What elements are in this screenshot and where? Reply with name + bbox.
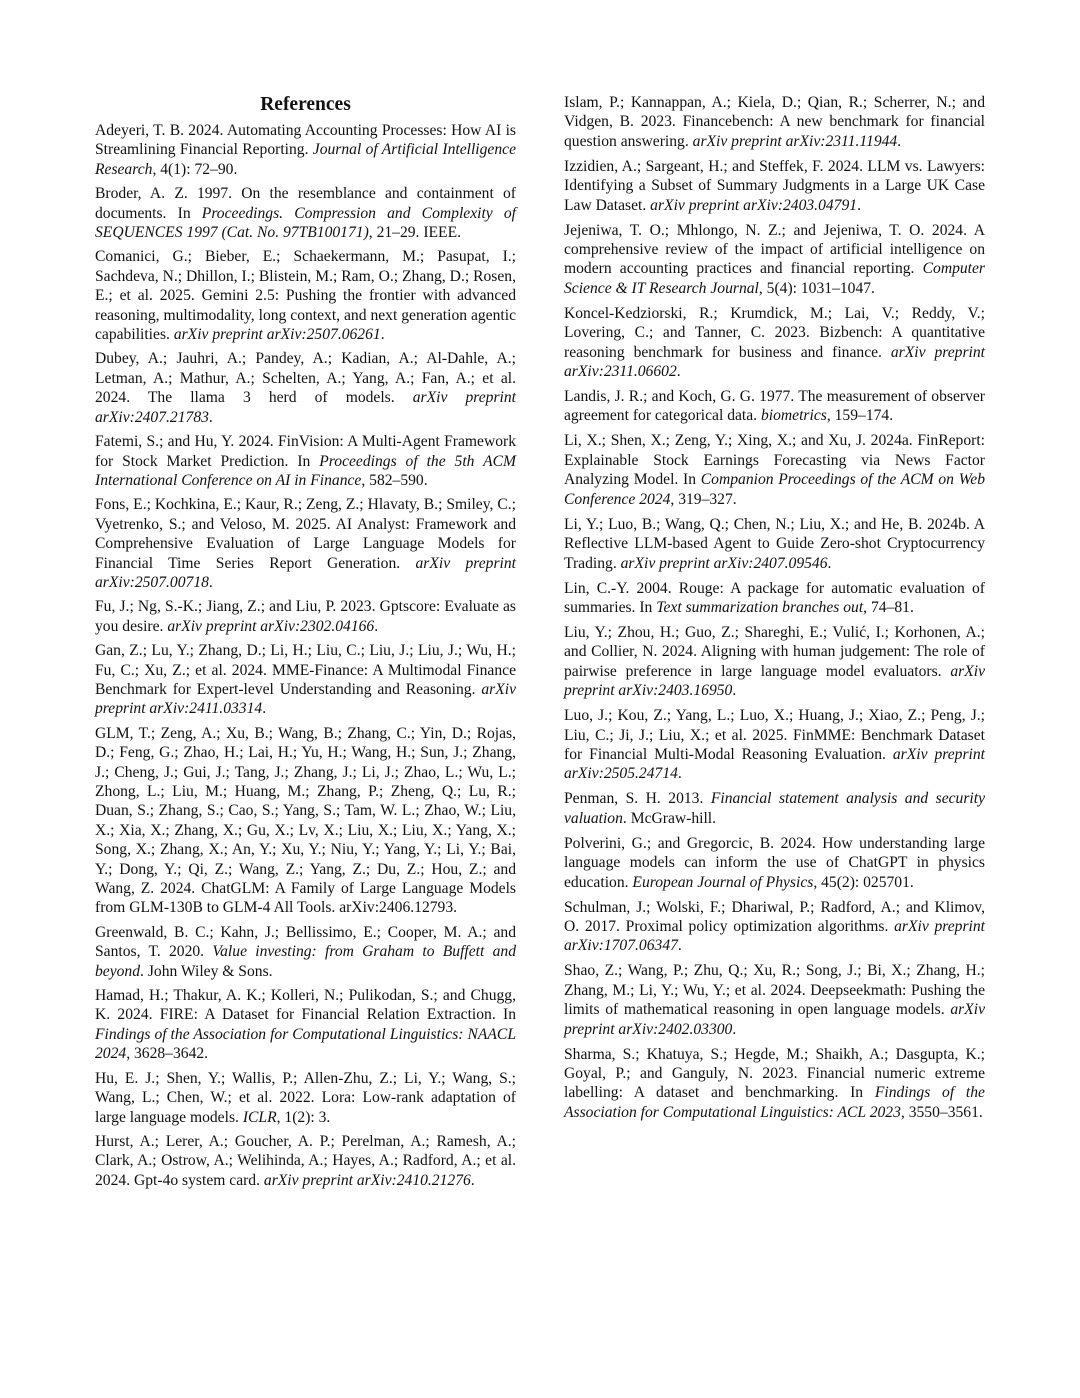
reference-details: . bbox=[470, 1171, 475, 1189]
references-left-column bbox=[95, 93, 516, 1195]
reference-venue: Proceedings of the 5th ACM International Conference on AI in Finance bbox=[95, 452, 517, 489]
reference-entry bbox=[564, 1045, 985, 1123]
reference-details: , 582–590. bbox=[361, 471, 428, 489]
reference-text: Jejeniwa, T. O.; Mhlongo, N. Z.; and Jejeniwa, T. O. 2024. A comprehensive review of the impact of artificial intelligence on modern accounting practices and financial reporting. bbox=[564, 221, 985, 278]
reference-details: . bbox=[897, 132, 902, 150]
reference-details: , 45(2): 025701. bbox=[813, 873, 914, 891]
reference-venue: arXiv preprint arXiv:2407.21783 bbox=[95, 389, 516, 426]
reference-venue: arXiv preprint arXiv:2311.06602 bbox=[564, 343, 985, 381]
reference-text: Polverini, G.; and Gregorcic, B. 2024. How understanding large language models can inform the use of ChatGPT in physics education. bbox=[564, 834, 985, 891]
reference-text: Schulman, J.; Wolski, F.; Dhariwal, P.; Radford, A.; and Klimov, O. 2017. Proximal policy optimization algorithms. bbox=[564, 898, 985, 935]
reference-venue: arXiv preprint arXiv:2507.00718 bbox=[95, 554, 516, 591]
reference-text: Sharma, S.; Khatuya, S.; Hegde, M.; Shaikh, A.; Dasgupta, K.; Goyal, P.; and Ganguly, N. 2023. Financial numeric extreme labelling: A dataset and benchmarking. In bbox=[564, 1045, 985, 1102]
reference-entry bbox=[95, 1069, 516, 1127]
reference-venue: Findings of the Association for Computational Linguistics: ACL 2023 bbox=[564, 1084, 985, 1121]
reference-text: Izzidien, A.; Sargeant, H.; and Steffek, F. 2024. LLM vs. Lawyers: Identifying a Subset of Summary Judgments in a Large UK Case Law Dataset. bbox=[564, 157, 985, 214]
reference-venue: biometrics bbox=[760, 407, 827, 425]
reference-venue: Proceedings. Compression and Complexity of SEQUENCES 1997 (Cat. No. 97TB100171) bbox=[95, 204, 516, 242]
reference-text: Hu, E. J.; Shen, Y.; Wallis, P.; Allen-Zhu, Z.; Li, Y.; Wang, S.; Wang, L.; Chen, W.; et al. 2022. Lora: Low-rank adaptation of large language models. bbox=[95, 1069, 516, 1126]
reference-venue: arXiv preprint arXiv:2302.04166 bbox=[167, 617, 375, 635]
references-heading: References bbox=[260, 94, 351, 115]
reference-details: . bbox=[827, 554, 832, 572]
reference-details: . bbox=[676, 363, 681, 381]
reference-text: Li, Y.; Luo, B.; Wang, Q.; Chen, N.; Liu, X.; and He, B. 2024b. A Reflective LLM-based Agent to Guide Zero-shot Cryptocurrency Trading. bbox=[564, 515, 985, 572]
reference-text: Greenwald, B. C.; Kahn, J.; Bellissimo, E.; Cooper, M. A.; and Santos, T. 2020. bbox=[95, 923, 516, 961]
reference-text: GLM, T.; Zeng, A.; Xu, B.; Wang, B.; Zhang, C.; Yin, D.; Rojas, D.; Feng, G.; Zhao, H.; Lai, H.; Yu, H.; Wang, H.; Sun, J.; Zhang, J.; Cheng, J.; Gui, J.; Tang, J.; Zhang, J.; Li, J.; Zhao, L.; Wu, L.; Zhong, L.; Liu, M.; Huang, M.; Zhang, P.; Zheng, Q.; Lu, R.; Duan, S.; Zhang, S.; Cao, S.; Yang, S.; Tam, W. L.; Zhao, W.; Liu, X.; Xia, X.; Zhang, X.; Gu, X.; Lv, X.; Liu, X.; Liu, X.; Yang, X.; Song, X.; Zhang, X.; An, Y.; Xu, Y.; Niu, Y.; Yang, Y.; Li, Y.; Bai, Y.; Dong, Y.; Qi, Z.; Wang, Z.; Yang, Z.; Du, Z.; Hou, Z.; and Wang, Z. 2024. ChatGLM: A Family of Large Language Models from GLM-130B to GLM-4 All Tools. arXiv:2406.12793. bbox=[95, 724, 516, 917]
reference-entry bbox=[95, 121, 516, 179]
reference-entry bbox=[95, 495, 516, 592]
reference-entry bbox=[95, 432, 516, 490]
reference-details: , 319–327. bbox=[670, 490, 737, 508]
reference-venue: arXiv preprint arXiv:2407.09546 bbox=[620, 554, 828, 572]
reference-entry bbox=[564, 431, 985, 509]
reference-entry bbox=[564, 157, 985, 215]
reference-entry bbox=[95, 247, 516, 344]
reference-entry bbox=[95, 1132, 516, 1190]
reference-entry bbox=[95, 724, 516, 918]
reference-venue: Financial statement analysis and security valuation bbox=[564, 790, 985, 827]
reference-details: . bbox=[208, 573, 213, 591]
reference-venue: Text summarization branches out bbox=[656, 598, 864, 616]
reference-entry bbox=[564, 623, 985, 701]
reference-text: Fu, J.; Ng, S.-K.; Jiang, Z.; and Liu, P. 2023. Gptscore: Evaluate as you desire. bbox=[95, 598, 516, 635]
reference-venue: arXiv preprint arXiv:2403.04791 bbox=[650, 196, 858, 214]
reference-venue: European Journal of Physics bbox=[632, 873, 814, 891]
reference-entry bbox=[564, 834, 985, 892]
reference-venue: arXiv preprint arXiv:1707.06347 bbox=[564, 917, 986, 955]
reference-details: , 4(1): 72–90. bbox=[152, 160, 238, 178]
reference-details: , 3550–3561. bbox=[900, 1103, 983, 1121]
reference-details: . bbox=[380, 326, 385, 344]
reference-entry bbox=[95, 923, 516, 981]
reference-entry bbox=[564, 898, 985, 956]
reference-details: . bbox=[677, 937, 682, 955]
reference-details: . bbox=[262, 700, 267, 718]
reference-venue: Companion Proceedings of the ACM on Web Conference 2024 bbox=[564, 471, 985, 508]
reference-text: Landis, J. R.; and Koch, G. G. 1977. The measurement of observer agreement for categorical data. bbox=[564, 388, 985, 425]
reference-list-left bbox=[95, 121, 516, 1190]
references-right-column bbox=[564, 93, 985, 1128]
reference-entry bbox=[564, 304, 985, 382]
reference-text: Fatemi, S.; and Hu, Y. 2024. FinVision: A Multi-Agent Framework for Stock Market Prediction. In bbox=[95, 433, 516, 470]
reference-entry bbox=[564, 387, 985, 426]
reference-entry bbox=[564, 579, 985, 618]
reference-text: Liu, Y.; Zhou, H.; Guo, Z.; Shareghi, E.; Vulić, I.; Korhonen, A.; and Collier, N. 2024. Aligning with human judgement: The role of pairwise preference in large language model evaluators. bbox=[564, 623, 985, 680]
reference-details: . bbox=[732, 682, 737, 700]
reference-text: Comanici, G.; Bieber, E.; Schaekermann, M.; Pasupat, I.; Sachdeva, N.; Dhillon, I.; Blistein, M.; Ram, O.; Zhang, D.; Rosen, E.; et al. 2025. Gemini 2.5: Pushing the frontier with advanced reasoning, multimodality, long context, and next generation agentic capabilities. bbox=[95, 248, 516, 344]
reference-entry bbox=[95, 641, 516, 719]
reference-text: Li, X.; Shen, X.; Zeng, Y.; Xing, X.; and Xu, J. 2024a. FinReport: Explainable Stock Earnings Forecasting via News Factor Analyzing Model. In bbox=[564, 432, 985, 489]
reference-entry bbox=[564, 93, 985, 151]
reference-details: . bbox=[732, 1020, 737, 1038]
reference-venue: arXiv preprint arXiv:2507.06261 bbox=[173, 326, 381, 344]
reference-details: , 5(4): 1031–1047. bbox=[758, 279, 875, 297]
reference-details: , 74–81. bbox=[863, 598, 914, 616]
reference-text: Fons, E.; Kochkina, E.; Kaur, R.; Zeng, Z.; Hlavaty, B.; Smiley, C.; Vyetrenko, S.; and Veloso, M. 2025. AI Analyst: Framework and Comprehensive Evaluation of Large Language Models for Financial Time Series Report Generation. bbox=[95, 496, 516, 572]
reference-text: Hamad, H.; Thakur, A. K.; Kolleri, N.; Pulikodan, S.; and Chugg, K. 2024. FIRE: A Dataset for Financial Relation Extraction. In bbox=[95, 987, 516, 1024]
reference-venue: arXiv preprint arXiv:2402.03300 bbox=[564, 1001, 985, 1038]
reference-entry bbox=[564, 789, 985, 828]
reference-entry bbox=[95, 597, 516, 636]
reference-entry bbox=[95, 349, 516, 427]
reference-details: . bbox=[677, 765, 682, 783]
reference-entry bbox=[95, 986, 516, 1064]
reference-text: Penman, S. H. 2013. bbox=[564, 790, 711, 808]
reference-text: Dubey, A.; Jauhri, A.; Pandey, A.; Kadian, A.; Al-Dahle, A.; Letman, A.; Mathur, A.; Schelten, A.; Yang, A.; Fan, A.; et al. 2024. The llama 3 herd of models. bbox=[95, 350, 516, 407]
reference-text: Broder, A. Z. 1997. On the resemblance and containment of documents. In bbox=[95, 185, 516, 222]
reference-text: Hurst, A.; Lerer, A.; Goucher, A. P.; Perelman, A.; Ramesh, A.; Clark, A.; Ostrow, A.; Welihinda, A.; Hayes, A.; Radford, A.; et al. 2024. Gpt-4o system card. bbox=[95, 1132, 516, 1189]
reference-details: . bbox=[857, 196, 861, 214]
reference-entry bbox=[95, 184, 516, 242]
reference-text: Gan, Z.; Lu, Y.; Zhang, D.; Li, H.; Liu, C.; Liu, J.; Liu, J.; Wu, H.; Fu, C.; Xu, Z.; et al. 2024. MME-Finance: A Multimodal Finance Benchmark for Expert-level Understanding and Reasoning. bbox=[95, 642, 516, 698]
reference-venue: arXiv preprint arXiv:2505.24714 bbox=[564, 745, 985, 783]
reference-details: , 159–174. bbox=[826, 407, 894, 425]
reference-entry bbox=[564, 961, 985, 1039]
reference-venue: arXiv preprint arXiv:2410.21276 bbox=[263, 1171, 471, 1189]
reference-venue: arXiv preprint arXiv:2311.11944 bbox=[692, 132, 898, 150]
reference-details: . McGraw-hill. bbox=[622, 809, 717, 827]
reference-text: Islam, P.; Kannappan, A.; Kiela, D.; Qian, R.; Scherrer, N.; and Vidgen, B. 2023. Financebench: A new benchmark for financial question answering. bbox=[564, 94, 985, 150]
reference-details: , 21–29. IEEE. bbox=[368, 224, 462, 242]
reference-venue: Findings of the Association for Computational Linguistics: NAACL 2024 bbox=[95, 1025, 516, 1063]
reference-text: Shao, Z.; Wang, P.; Zhu, Q.; Xu, R.; Song, J.; Bi, X.; Zhang, H.; Zhang, M.; Li, Y.; Wu, Y.; et al. 2024. Deepseekmath: Pushing the limits of mathematical reasoning in open language models. bbox=[564, 962, 985, 1019]
reference-venue: Computer Science & IT Research Journal bbox=[564, 260, 985, 297]
reference-text: Koncel-Kedziorski, R.; Krumdick, M.; Lai, V.; Reddy, V.; Lovering, C.; and Tanner, C. 2023. Bizbench: A quantitative reasoning benchmark for business and finance. bbox=[564, 304, 985, 361]
reference-venue: Value investing: from Graham to Buffett and beyond bbox=[95, 943, 516, 980]
reference-venue: ICLR bbox=[242, 1108, 277, 1126]
reference-details: . bbox=[208, 408, 213, 426]
reference-entry bbox=[564, 706, 985, 784]
reference-details: . John Wiley & Sons. bbox=[140, 962, 273, 980]
reference-venue: arXiv preprint arXiv:2411.03314 bbox=[95, 680, 516, 718]
reference-entry bbox=[564, 221, 985, 299]
reference-details: . bbox=[374, 617, 379, 635]
reference-details: , 3628–3642. bbox=[126, 1045, 209, 1063]
reference-text: Luo, J.; Kou, Z.; Yang, L.; Luo, X.; Huang, J.; Xiao, Z.; Peng, J.; Liu, C.; Ji, J.; Liu, X.; et al. 2025. FinMME: Benchmark Dataset for Financial Multi-Modal Reasoning Evaluation. bbox=[564, 707, 985, 763]
reference-venue: Journal of Artificial Intelligence Research bbox=[95, 141, 516, 178]
reference-entry bbox=[564, 515, 985, 573]
reference-venue: arXiv preprint arXiv:2403.16950 bbox=[564, 662, 985, 700]
reference-details: , 1(2): 3. bbox=[276, 1108, 331, 1126]
reference-text: Adeyeri, T. B. 2024. Automating Accounting Processes: How AI is Streamlining Financial Reporting. bbox=[95, 122, 516, 159]
reference-text: Lin, C.-Y. 2004. Rouge: A package for automatic evaluation of summaries. In bbox=[564, 579, 985, 616]
reference-list-right bbox=[564, 93, 985, 1122]
